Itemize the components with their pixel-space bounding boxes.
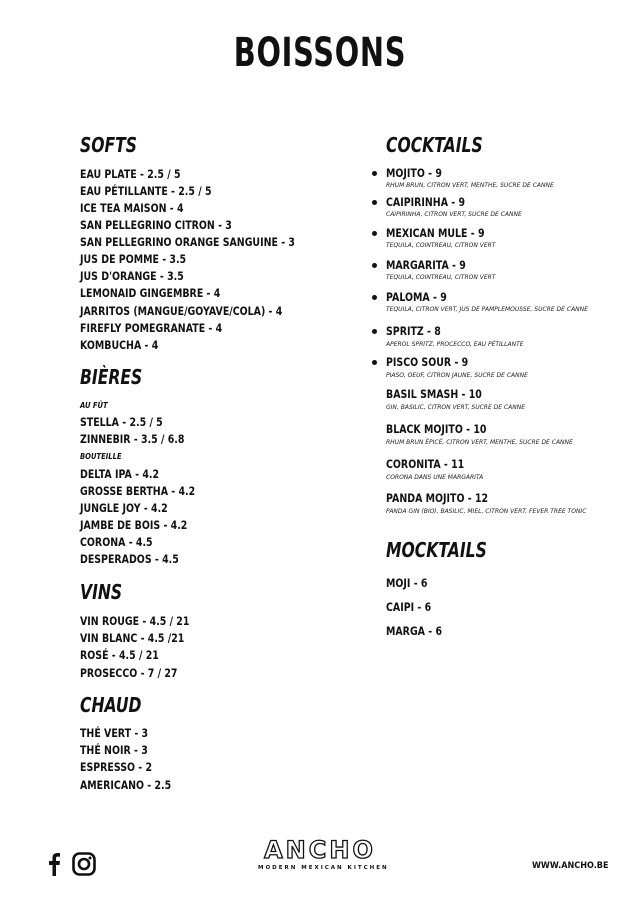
cocktail-name: MEXICAN MULE - 9	[386, 226, 485, 240]
cocktail-desc: CORONA DANS UNE MARGARITA	[386, 474, 484, 481]
bullet-icon	[372, 200, 377, 205]
list-item: LEMONAID GINGEMBRE - 4	[80, 286, 221, 300]
list-item: PROSECCO - 7 / 27	[80, 666, 178, 680]
list-item: JUNGLE JOY - 4.2	[80, 501, 168, 515]
ancho-logo	[258, 836, 389, 871]
list-item: JUS D'ORANGE - 3.5	[80, 269, 184, 283]
section-title-softs: SOFTS	[80, 133, 138, 157]
list-item: DELTA IPA - 4.2	[80, 467, 160, 481]
cocktail-name: SPRITZ - 8	[386, 324, 441, 338]
instagram-icon[interactable]	[72, 852, 96, 880]
cocktail-desc: RHUM BRUN, CITRON VERT, MENTHE, SUCRE DE CANNE	[386, 182, 554, 189]
bullet-icon	[372, 263, 377, 268]
cocktail-desc: CAIPIRINHA, CITRON VERT, SUCRE DE CANNE	[386, 211, 522, 218]
bullet-icon	[372, 329, 377, 334]
list-item: VIN BLANC - 4.5 /21	[80, 631, 185, 645]
page-title: BOISSONS	[233, 30, 407, 76]
list-item: CORONA - 4.5	[80, 535, 153, 549]
cocktail-desc: PIASO, OEUF, CITRON JAUNE, SUCRE DE CANNE	[386, 372, 528, 379]
logo-tagline: MODERN MEXICAN KITCHEN	[258, 865, 389, 871]
cocktail-name: MARGARITA - 9	[386, 258, 466, 272]
list-item: THÉ VERT - 3	[80, 726, 149, 740]
list-item: MOJI - 6	[386, 576, 428, 590]
list-item: ROSÉ - 4.5 / 21	[80, 648, 159, 662]
list-item: EAU PLATE - 2.5 / 5	[80, 167, 181, 181]
cocktail-desc: TEQUILA, COINTREAU, CITRON VERT	[386, 274, 496, 281]
list-item: MARGA - 6	[386, 624, 443, 638]
bullet-icon	[372, 360, 377, 365]
list-item: THÉ NOIR - 3	[80, 743, 148, 757]
list-item: CAIPI - 6	[386, 600, 432, 614]
list-item: EAU PÉTILLANTE - 2.5 / 5	[80, 184, 212, 198]
section-title-chaud: CHAUD	[80, 693, 142, 717]
list-item: JUS DE POMME - 3.5	[80, 252, 187, 266]
cocktail-desc: GIN, BASILIC, CITRON VERT, SUCRE DE CANNE	[386, 404, 526, 411]
bullet-icon	[372, 231, 377, 236]
cocktail-desc: RHUM BRUN ÉPICÉ, CITRON VERT, MENTHE, SUCRE DE CANNE	[386, 439, 573, 446]
list-item: ESPRESSO - 2	[80, 760, 153, 774]
list-item: JAMBE DE BOIS - 4.2	[80, 518, 188, 532]
cocktail-desc: TEQUILA, CITRON VERT, JUS DE PAMPLEMOUSSE, SUCRE DE CANNE	[386, 306, 588, 313]
subhead-bouteille: BOUTEILLE	[80, 452, 122, 461]
list-item: DESPERADOS - 4.5	[80, 552, 179, 566]
bullet-icon	[372, 295, 377, 300]
bullet-icon	[372, 171, 377, 176]
website-link[interactable]: WWW.ANCHO.BE	[532, 861, 609, 871]
cocktail-name: PISCO SOUR - 9	[386, 355, 469, 369]
list-item: SAN PELLEGRINO ORANGE SANGUINE - 3	[80, 235, 295, 249]
list-item: VIN ROUGE - 4.5 / 21	[80, 614, 190, 628]
section-title-vins: VINS	[80, 580, 123, 604]
cocktail-name: PANDA MOJITO - 12	[386, 491, 489, 505]
list-item: ICE TEA MAISON - 4	[80, 201, 184, 215]
list-item: AMERICANO - 2.5	[80, 778, 172, 792]
list-item: GROSSE BERTHA - 4.2	[80, 484, 196, 498]
cocktail-name: BASIL SMASH - 10	[386, 387, 482, 401]
section-title-mocktails: MOCKTAILS	[386, 538, 487, 562]
subhead-au-fut: AU FÛT	[80, 401, 108, 410]
section-title-cocktails: COCKTAILS	[386, 133, 483, 157]
list-item: STELLA - 2.5 / 5	[80, 415, 163, 429]
logo-wordmark: ANCHO	[264, 836, 376, 864]
cocktail-desc: TEQUILA, COINTREAU, CITRON VERT	[386, 242, 496, 249]
list-item: SAN PELLEGRINO CITRON - 3	[80, 218, 232, 232]
list-item: FIREFLY POMEGRANATE - 4	[80, 321, 223, 335]
cocktail-name: MOJITO - 9	[386, 166, 442, 180]
facebook-icon[interactable]	[46, 852, 62, 880]
list-item: ZINNEBIR - 3.5 / 6.8	[80, 432, 185, 446]
cocktail-desc: PANDA GIN (BIO), BASILIC, MIEL, CITRON VERT, FEVER TREE TONIC	[386, 508, 587, 515]
cocktail-name: CAIPIRINHA - 9	[386, 195, 466, 209]
cocktail-desc: APEROL SPRITZ, PROCECCO, EAU PÉTILLANTE	[386, 341, 524, 348]
list-item: JARRITOS (MANGUE/GOYAVE/COLA) - 4	[80, 304, 283, 318]
cocktail-name: BLACK MOJITO - 10	[386, 422, 487, 436]
section-title-bieres: BIÈRES	[80, 365, 143, 389]
cocktail-name: CORONITA - 11	[386, 457, 465, 471]
cocktail-name: PALOMA - 9	[386, 290, 447, 304]
list-item: KOMBUCHA - 4	[80, 338, 159, 352]
